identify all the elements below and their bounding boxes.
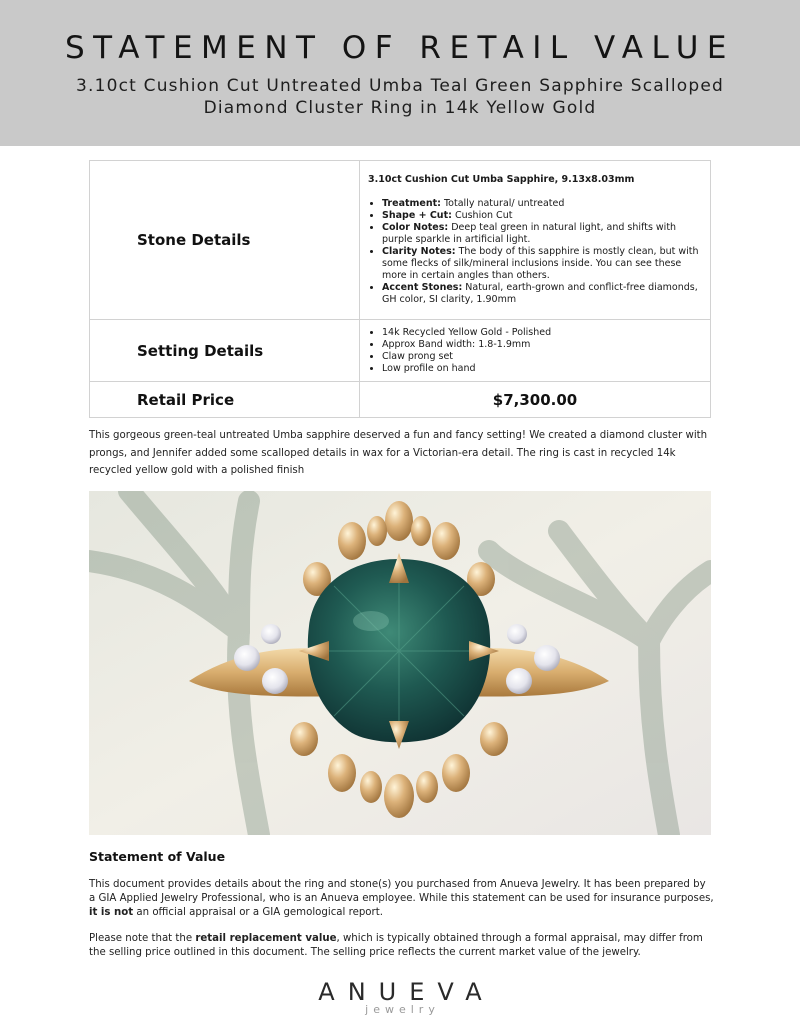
ring-illustration xyxy=(89,491,711,835)
setting-item: • Claw prong set xyxy=(382,351,702,363)
spec-item: • Clarity Notes: The body of this sapphire is mostly clean, but with some flecks of silk/mineral inclusions inside. You can see these more in certain angles than others. xyxy=(382,246,702,282)
retail-price-label: Retail Price xyxy=(90,382,360,418)
ring-photo xyxy=(89,491,711,835)
page-title: STATEMENT OF RETAIL VALUE xyxy=(65,30,735,66)
setting-item: • Low profile on hand xyxy=(382,363,702,375)
logo-brand: ANUEVA xyxy=(318,978,495,1006)
stone-details-label: Stone Details xyxy=(90,161,360,320)
spec-item: • Color Notes: Deep teal green in natural light, and shifts with purple sparkle in artificial light. xyxy=(382,222,702,246)
stone-title: 3.10ct Cushion Cut Umba Sapphire, 9.13x8.03mm xyxy=(368,174,635,185)
setting-details-row xyxy=(90,320,711,382)
setting-item: • Approx Band width: 1.8-1.9mm xyxy=(382,339,702,351)
setting-details-label: Setting Details xyxy=(90,320,360,382)
statement-paragraph-2: Please note that the retail replacement value, which is typically obtained through a formal appraisal, may differ from the selling price outlined in this document. The selling price reflects the current market value of the jewelry. xyxy=(89,933,703,958)
subtitle-line-2: Diamond Cluster Ring in 14k Yellow Gold xyxy=(203,98,597,118)
spec-item: • Shape + Cut: Cushion Cut xyxy=(382,210,702,222)
logo-tagline: jewelry xyxy=(365,1003,440,1016)
anueva-logo xyxy=(0,978,800,1016)
spec-item: • Treatment: Totally natural/ untreated xyxy=(382,198,702,210)
statement-of-value-title: Statement of Value xyxy=(89,849,226,864)
setting-spec-list xyxy=(368,327,702,375)
setting-details-content xyxy=(360,320,711,382)
stone-details-content xyxy=(360,161,711,320)
statement-paragraph-1: This document provides details about the ring and stone(s) you purchased from Anueva Jewelry. It has been prepared by a GIA Applied Jewelry Professional, who is an Anueva employee. While this statement can be used for insurance purposes, it is not an official appraisal or a GIA gemological report. xyxy=(89,879,714,918)
setting-item: • 14k Recycled Yellow Gold - Polished xyxy=(382,327,702,339)
intro-paragraph: This gorgeous green-teal untreated Umba sapphire deserved a fun and fancy setting! We created a diamond cluster with prongs, and Jennifer added some scalloped details in wax for a Victorian-era detail. The ring is cast in recycled 14k recycled yellow gold with a polished finish xyxy=(89,430,708,476)
header-banner xyxy=(0,0,800,146)
subtitle-line-1: 3.10ct Cushion Cut Untreated Umba Teal Green Sapphire Scalloped xyxy=(75,76,725,96)
retail-price-row xyxy=(90,382,711,418)
retail-price-value: $7,300.00 xyxy=(360,382,711,418)
stone-spec-list xyxy=(368,198,702,306)
details-table xyxy=(89,160,711,418)
spec-item: • Accent Stones: Natural, earth-grown and conflict-free diamonds, GH color, SI clarity, 1.90mm xyxy=(382,282,702,306)
page-subtitle xyxy=(0,75,800,119)
stone-details-row xyxy=(90,161,711,320)
